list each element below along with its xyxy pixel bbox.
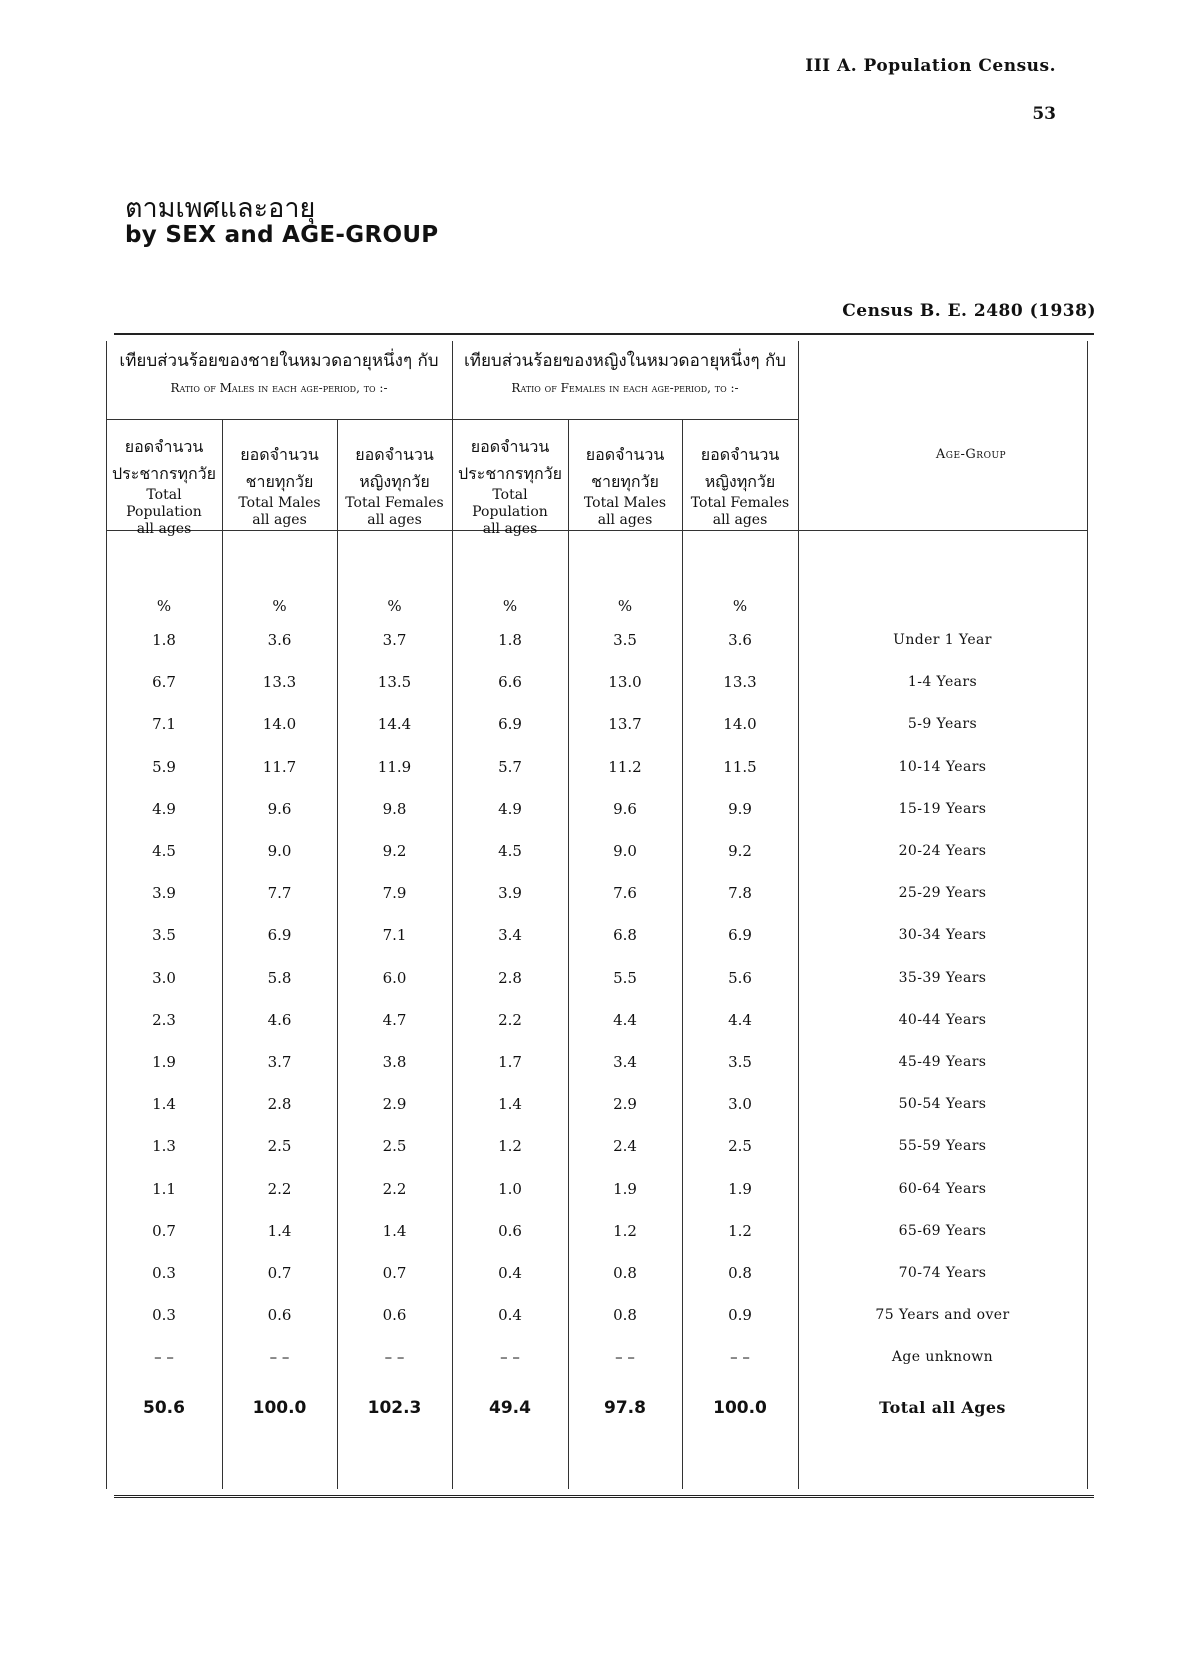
table-cell: 1.2 (498, 1137, 522, 1155)
age-group-cell: 70-74 Years (898, 1265, 987, 1281)
table-cell: 0.8 (728, 1264, 752, 1282)
table-cell: 2.2 (382, 1180, 407, 1198)
table-cell: 13.3 (262, 673, 297, 691)
table-cell: 2.5 (267, 1137, 292, 1155)
table-cell: 9.9 (728, 800, 752, 818)
table-cell: 3.5 (152, 926, 176, 944)
table-cell: 1.8 (152, 631, 176, 649)
column-header-thai: ยอดจำนวน (700, 445, 780, 464)
age-group-cell: 75 Years and over (875, 1307, 1010, 1323)
column-header-english: all ages (252, 512, 307, 528)
age-group-cell: Age unknown (891, 1349, 994, 1365)
table-row (114, 703, 1094, 745)
table-cell: – – (730, 1348, 750, 1366)
table-cell: – – (615, 1348, 635, 1366)
column-header-english: Total Females (345, 495, 444, 511)
table-row (114, 1294, 1094, 1336)
table-cell: 3.9 (152, 884, 176, 902)
table-row (114, 872, 1094, 914)
column-header-english: Total Females (690, 495, 790, 511)
table-cell: 3.8 (382, 1053, 407, 1071)
column-header-english: Total (492, 487, 528, 503)
table-row (114, 830, 1094, 872)
table-cell: 11.2 (608, 758, 642, 776)
table-cell: 3.0 (728, 1095, 752, 1113)
column-header-english: Total Males (583, 495, 667, 511)
column-header-english: all ages (136, 521, 192, 537)
table-cell: 6.6 (498, 673, 522, 691)
age-group-cell: Under 1 Year (893, 632, 992, 648)
table-cell: 4.5 (152, 842, 176, 860)
table-cell: 2.2 (498, 1011, 522, 1029)
percent-unit: % (502, 597, 518, 615)
age-group-cell: 30-34 Years (898, 927, 987, 943)
age-group-cell: 60-64 Years (898, 1181, 987, 1197)
table-cell: 9.0 (613, 842, 637, 860)
table-cell: 3.0 (152, 969, 176, 987)
table-cell: 3.4 (498, 926, 522, 944)
percent-unit: % (272, 597, 287, 615)
table-cell: 2.4 (613, 1137, 637, 1155)
table-cell: 5.7 (498, 758, 522, 776)
age-group-cell: 40-44 Years (898, 1012, 987, 1028)
table-cell: – – (154, 1348, 174, 1366)
table-cell: 14.4 (377, 715, 412, 733)
table-cell: 1.0 (498, 1180, 522, 1198)
table-cell: 13.7 (608, 715, 642, 733)
table-cell: 9.2 (382, 842, 407, 860)
table-cell: 7.7 (267, 884, 292, 902)
males-group-header (106, 343, 452, 417)
table-cell: 9.8 (382, 800, 407, 818)
table-cell: 2.9 (613, 1095, 637, 1113)
column-header-thai: ยอดจำนวน (240, 445, 319, 464)
table-cell: 2.8 (267, 1095, 292, 1113)
females-group-header-thai: เทียบส่วนร้อยของหญิงในหมวดอายุหนึ่งๆ กับ (463, 351, 787, 371)
title-english: by SEX and AGE-GROUP (125, 222, 439, 248)
table-row (114, 914, 1094, 956)
age-group-cell: 5-9 Years (907, 716, 978, 732)
table-cell: – – (269, 1348, 290, 1366)
table-cell: 7.1 (152, 715, 176, 733)
column-header-english: Population (472, 504, 548, 520)
column-header-thai: ยอดจำนวน (124, 437, 204, 456)
table-cell: 1.4 (267, 1222, 292, 1240)
table-cell: 2.5 (382, 1137, 407, 1155)
table-cell: 7.6 (613, 884, 637, 902)
table-cell: 4.9 (498, 800, 522, 818)
column-header-english: Population (126, 504, 202, 520)
table-cell: 2.3 (152, 1011, 176, 1029)
table-row (114, 1041, 1094, 1083)
table-row (114, 746, 1094, 788)
table-row (114, 1252, 1094, 1294)
census-label: Census B. E. 2480 (1938) (842, 301, 1096, 321)
table-cell: 1.4 (152, 1095, 176, 1113)
table-cell: 5.6 (728, 969, 752, 987)
table-cell: 0.7 (267, 1264, 292, 1282)
column-header-thai: ยอดจำนวน (585, 445, 665, 464)
table-row (114, 1210, 1094, 1252)
table-row (114, 1125, 1094, 1167)
table-cell: 50.6 (143, 1398, 185, 1418)
table-cell: 4.6 (267, 1011, 292, 1029)
column-header-english: all ages (482, 521, 538, 537)
table-cell: 0.9 (728, 1306, 752, 1324)
table-cell: 13.5 (377, 673, 412, 691)
column-header-thai: ประชากรทุกวัย (457, 464, 563, 483)
table-cell: 7.8 (728, 884, 752, 902)
table-cell: 9.6 (613, 800, 637, 818)
table-cell: 0.7 (382, 1264, 407, 1282)
census-table (111, 333, 1094, 1498)
table-cell: 1.7 (498, 1053, 522, 1071)
table-cell: 1.4 (382, 1222, 407, 1240)
females-group-header (452, 343, 798, 417)
column-header-thai: หญิงทุกวัย (359, 472, 430, 491)
table-cell: 1.9 (613, 1180, 637, 1198)
column-header-english: all ages (712, 512, 768, 528)
column-header-english: all ages (597, 512, 653, 528)
table-row (114, 619, 1094, 661)
table-cell: 9.0 (267, 842, 292, 860)
page-number: 53 (1032, 104, 1056, 124)
table-row (114, 1083, 1094, 1125)
table-cell: 3.6 (728, 631, 752, 649)
table-cell: 6.9 (728, 926, 752, 944)
table-cell: 4.5 (498, 842, 522, 860)
age-group-cell: 50-54 Years (898, 1096, 987, 1112)
column-header-thai: ยอดจำนวน (355, 445, 434, 464)
table-cell: 100.0 (252, 1398, 307, 1418)
table-cell: 11.5 (723, 758, 757, 776)
table-cell: 0.3 (152, 1264, 176, 1282)
table-cell: 1.2 (728, 1222, 752, 1240)
table-cell: 0.8 (613, 1306, 637, 1324)
age-group-cell: 45-49 Years (898, 1054, 987, 1070)
age-group-cell: 35-39 Years (898, 970, 987, 986)
column-header-total-females (682, 441, 798, 561)
age-group-cell: 15-19 Years (898, 801, 987, 817)
table-row (114, 788, 1094, 830)
age-group-cell: 20-24 Years (898, 843, 987, 859)
table-cell: 5.9 (152, 758, 176, 776)
table-cell: 4.4 (613, 1011, 637, 1029)
table-cell: 49.4 (489, 1398, 531, 1418)
table-cell: 0.6 (382, 1306, 407, 1324)
table-cell: 11.9 (377, 758, 412, 776)
males-group-header-english: Ratio of Males in each age-period, to :- (170, 381, 388, 395)
column-header-total-females (337, 441, 452, 561)
table-cell: 6.9 (498, 715, 522, 733)
table-cell: 1.4 (498, 1095, 522, 1113)
age-group-cell: 65-69 Years (898, 1223, 987, 1239)
age-group-cell: 55-59 Years (898, 1138, 987, 1154)
table-cell: 3.4 (613, 1053, 637, 1071)
table-cell: 5.5 (613, 969, 637, 987)
column-header-thai: ประชากรทุกวัย (111, 464, 217, 483)
table-cell: 3.5 (728, 1053, 752, 1071)
males-group-header-thai: เทียบส่วนร้อยของชายในหมวดอายุหนึ่งๆ กับ (119, 351, 439, 371)
table-row (114, 957, 1094, 999)
age-group-cell: 25-29 Years (898, 885, 987, 901)
table-cell: 6.0 (382, 969, 407, 987)
table-cell: 2.5 (728, 1137, 752, 1155)
column-header-thai: หญิงทุกวัย (704, 472, 776, 491)
table-cell: 13.3 (723, 673, 757, 691)
percent-unit: % (617, 597, 633, 615)
table-cell: 0.6 (267, 1306, 292, 1324)
table-row (114, 661, 1094, 703)
column-header-english: Total Males (238, 495, 321, 511)
table-cell: 0.8 (613, 1264, 637, 1282)
table-cell: 5.8 (267, 969, 292, 987)
column-header-english: all ages (367, 512, 422, 528)
table-cell: 3.6 (267, 631, 292, 649)
table-cell: 102.3 (367, 1398, 422, 1418)
table-cell: 6.9 (267, 926, 292, 944)
table-cell: 0.4 (498, 1264, 522, 1282)
column-header-total-population (452, 433, 568, 553)
table-cell: 0.6 (498, 1222, 522, 1240)
table-cell: 11.7 (262, 758, 297, 776)
column-header-total-males (568, 441, 682, 561)
age-group-cell: 1-4 Years (907, 674, 978, 690)
table-cell: 4.9 (152, 800, 176, 818)
table-row (114, 1168, 1094, 1210)
table-cell: 6.7 (152, 673, 176, 691)
table-row (114, 999, 1094, 1041)
column-header-thai: ยอดจำนวน (470, 437, 550, 456)
table-cell: 3.7 (382, 631, 407, 649)
percent-unit: % (732, 597, 748, 615)
table-cell: 97.8 (604, 1398, 646, 1418)
table-cell: – – (500, 1348, 520, 1366)
table-cell: 0.3 (152, 1306, 176, 1324)
table-cell: 2.9 (382, 1095, 407, 1113)
table-cell: 1.9 (728, 1180, 752, 1198)
table-cell: 7.9 (382, 884, 407, 902)
group-header-rule (106, 419, 798, 420)
table-row (114, 1336, 1094, 1378)
column-header-total-population (106, 433, 222, 553)
table-cell: 13.0 (608, 673, 642, 691)
table-cell: 4.4 (728, 1011, 752, 1029)
running-head: III A. Population Census. (805, 56, 1056, 76)
females-group-header-english: Ratio of Females in each age-period, to :- (511, 381, 739, 395)
percent-unit: % (387, 597, 402, 615)
column-header-thai: ชายทุกวัย (245, 472, 314, 491)
table-cell: – – (384, 1348, 405, 1366)
table-cell: 3.9 (498, 884, 522, 902)
table-cell: 3.5 (613, 631, 637, 649)
table-cell: 14.0 (262, 715, 297, 733)
age-group-cell: 10-14 Years (898, 759, 987, 775)
table-cell: 100.0 (713, 1398, 767, 1418)
table-cell: 1.9 (152, 1053, 176, 1071)
table-cell: 7.1 (382, 926, 407, 944)
table-cell: 1.1 (152, 1180, 176, 1198)
title-thai: ตามเพศและอายุ (125, 193, 316, 224)
table-cell: 9.2 (728, 842, 752, 860)
column-header-total-males (222, 441, 337, 561)
age-group-cell: Total all Ages (879, 1398, 1006, 1417)
column-header-english: Total (146, 487, 182, 503)
table-cell: 9.6 (267, 800, 292, 818)
table-cell: 1.8 (498, 631, 522, 649)
table-cell: 2.8 (498, 969, 522, 987)
table-cell: 1.3 (152, 1137, 176, 1155)
table-cell: 0.7 (152, 1222, 176, 1240)
percent-unit: % (156, 597, 172, 615)
table-cell: 2.2 (267, 1180, 292, 1198)
table-cell: 4.7 (382, 1011, 407, 1029)
column-header-thai: ชายทุกวัย (591, 472, 659, 491)
age-group-header: Age-Group (935, 447, 1007, 462)
table-cell: 1.2 (613, 1222, 637, 1240)
total-row (114, 1387, 1094, 1429)
table-cell: 3.7 (267, 1053, 292, 1071)
table-cell: 0.4 (498, 1306, 522, 1324)
table-cell: 14.0 (723, 715, 757, 733)
table-cell: 6.8 (613, 926, 637, 944)
